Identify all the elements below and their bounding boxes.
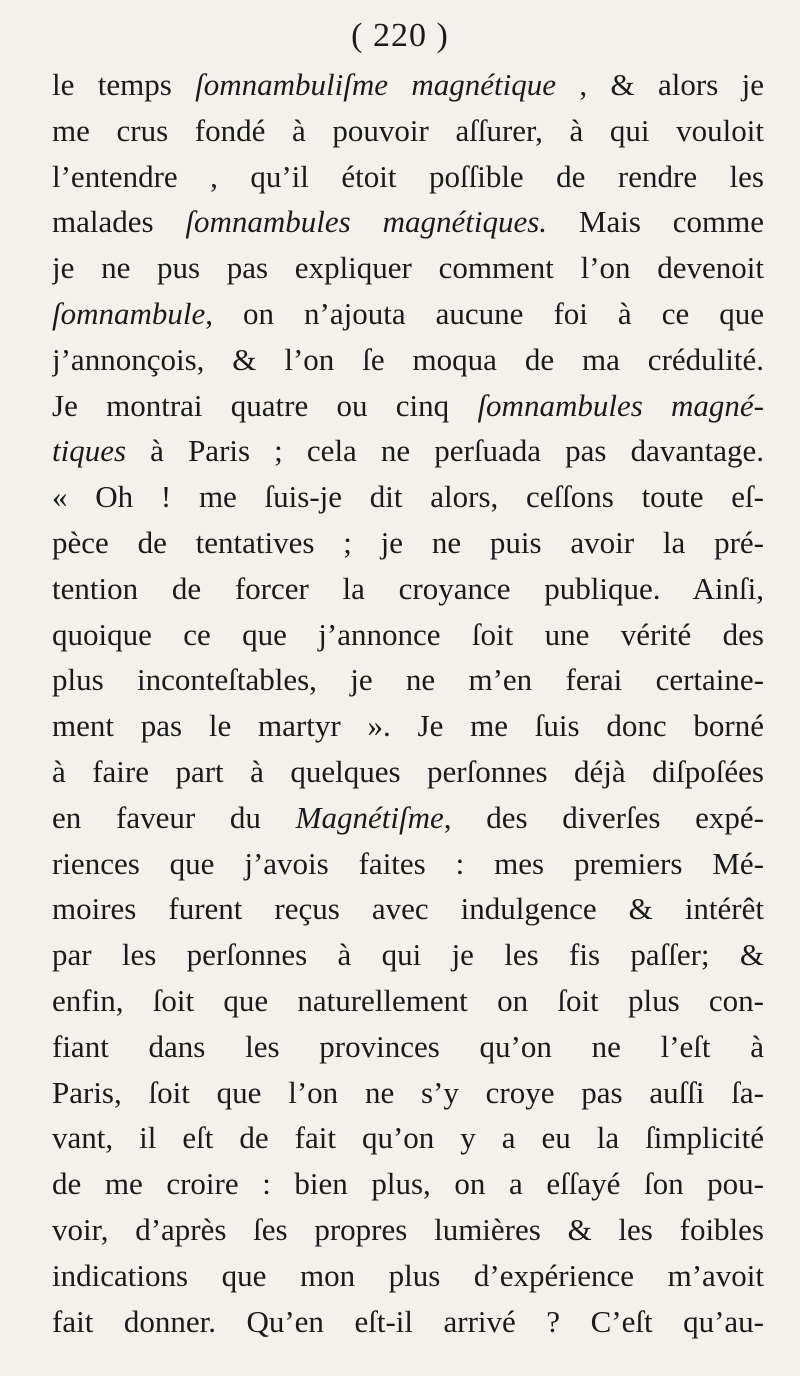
italic-phrase: ſomnambules magné- bbox=[477, 387, 764, 423]
text-segment: tention de forcer la croyance publique. Ainſi, bbox=[52, 570, 764, 606]
text-segment: de me croire : bien plus, on a eſſayé ſon pou- bbox=[52, 1166, 764, 1202]
text-line bbox=[52, 932, 764, 978]
text-line bbox=[52, 154, 764, 200]
text-line bbox=[52, 108, 764, 154]
text-line bbox=[52, 1024, 764, 1070]
text-segment: je ne pus pas expliquer comment l’on devenoit bbox=[52, 250, 764, 286]
text-segment: Paris, ſoit que l’on ne s’y croye pas auſſi ſa- bbox=[52, 1074, 764, 1110]
text-segment: « Oh ! me ſuis-je dit alors, ceſſons toute eſ- bbox=[52, 479, 764, 515]
text-line bbox=[52, 245, 764, 291]
text-line bbox=[52, 291, 764, 337]
text-segment: malades bbox=[52, 204, 186, 240]
text-segment: à faire part à quelques perſonnes déjà diſpoſées bbox=[52, 753, 764, 789]
text-line bbox=[52, 1161, 764, 1207]
text-line bbox=[52, 841, 764, 887]
text-segment: Je montrai quatre ou cinq bbox=[52, 387, 478, 423]
text-segment: moires furent reçus avec indulgence & intérêt bbox=[52, 891, 764, 927]
text-line bbox=[52, 199, 764, 245]
text-segment: à Paris ; cela ne perſuada pas davantage. bbox=[126, 433, 764, 469]
text-line bbox=[52, 1070, 764, 1116]
italic-phrase: Magnétiſme bbox=[295, 799, 444, 835]
italic-phrase: ſomnambules magnétiques. bbox=[185, 204, 548, 240]
text-segment: me crus fondé à pouvoir aſſurer, à qui vouloit bbox=[52, 112, 764, 148]
text-segment: j’annonçois, & l’on ſe moqua de ma crédulité. bbox=[52, 341, 764, 377]
body-text bbox=[52, 62, 764, 1344]
text-segment: enfin, ſoit que naturellement on ſoit plus con- bbox=[52, 982, 764, 1018]
page-number: ( 220 ) bbox=[351, 17, 449, 54]
text-segment: en faveur du bbox=[52, 799, 296, 835]
text-line bbox=[52, 566, 764, 612]
text-line bbox=[52, 1253, 764, 1299]
text-segment: pèce de tentatives ; je ne puis avoir la pré- bbox=[52, 524, 764, 560]
text-segment: , & alors je bbox=[556, 67, 764, 102]
text-segment: fait donner. Qu’en eſt-il arrivé ? C’eſt qu’au- bbox=[52, 1303, 764, 1339]
italic-phrase: ſomnambule bbox=[52, 295, 206, 331]
text-segment: fiant dans les provinces qu’on ne l’eſt à bbox=[52, 1028, 764, 1064]
text-segment: plus inconteſtables, je ne m’en ferai certaine- bbox=[52, 662, 764, 698]
text-line bbox=[52, 474, 764, 520]
text-line bbox=[52, 703, 764, 749]
text-segment: ment pas le martyr ». Je me ſuis donc borné bbox=[52, 708, 764, 744]
text-line bbox=[52, 1207, 764, 1253]
text-segment: Mais comme bbox=[547, 204, 764, 240]
text-segment: par les perſonnes à qui je les fis paſſer; & bbox=[52, 937, 764, 973]
text-segment: le temps bbox=[52, 67, 196, 102]
text-line bbox=[52, 428, 764, 474]
text-segment: voir, d’après ſes propres lumières & les foibles bbox=[52, 1211, 764, 1247]
italic-phrase: ſomnambuliſme magnétique bbox=[195, 67, 557, 102]
text-segment: vant, il eſt de fait qu’on y a eu la ſimplicité bbox=[52, 1120, 764, 1156]
text-segment: quoique ce que j’annonce ſoit une vérité des bbox=[52, 616, 764, 652]
text-line bbox=[52, 1115, 764, 1161]
text-line bbox=[52, 62, 764, 108]
text-line bbox=[52, 886, 764, 932]
text-segment: l’entendre , qu’il étoit poſſible de rendre les bbox=[52, 158, 764, 194]
text-line bbox=[52, 612, 764, 658]
text-line bbox=[52, 749, 764, 795]
text-segment: indications que mon plus d’expérience m’avoit bbox=[52, 1257, 764, 1293]
text-line bbox=[52, 795, 764, 841]
text-line bbox=[52, 520, 764, 566]
text-line bbox=[52, 337, 764, 383]
text-line bbox=[52, 657, 764, 703]
text-segment: , des diverſes expé- bbox=[443, 799, 764, 835]
text-line bbox=[52, 383, 764, 429]
text-segment: , on n’ajouta aucune foi à ce que bbox=[205, 295, 764, 331]
text-segment: riences que j’avois faites : mes premiers Mé- bbox=[52, 845, 764, 881]
text-line bbox=[52, 1299, 764, 1345]
text-line bbox=[52, 978, 764, 1024]
italic-phrase: tiques bbox=[52, 433, 127, 469]
